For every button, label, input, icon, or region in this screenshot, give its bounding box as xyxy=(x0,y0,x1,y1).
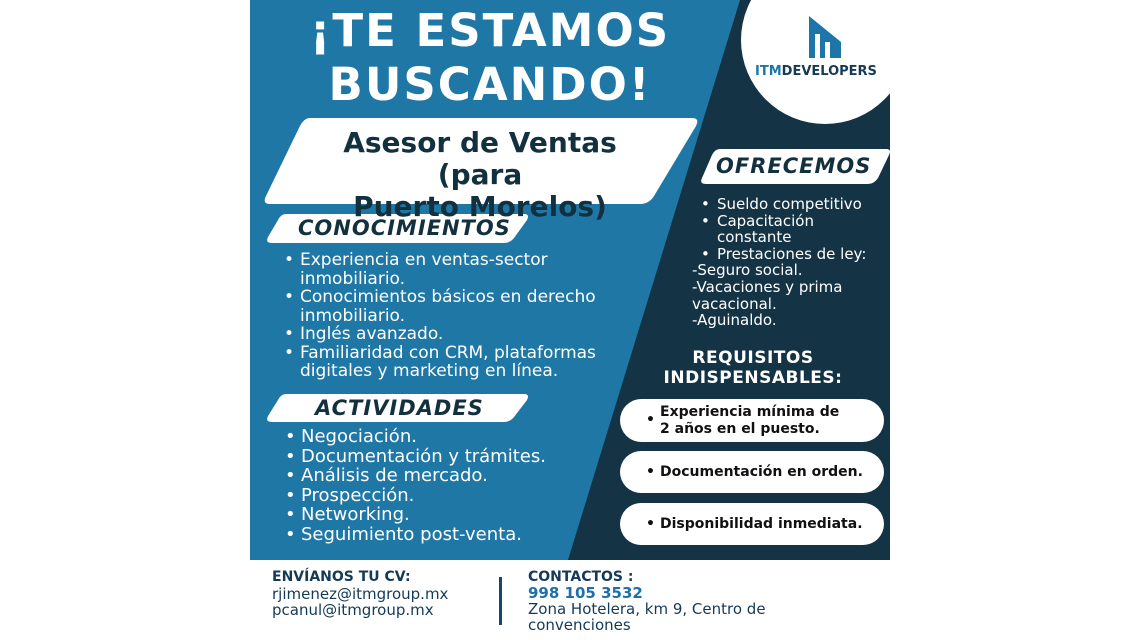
list-item: • Networking. xyxy=(281,505,601,525)
list-item: vacacional. xyxy=(692,294,777,313)
ofrecemos-list xyxy=(692,195,887,330)
list-item: -Vacaciones y prima xyxy=(692,277,843,296)
requirement-card: • Disponibilidad inmediata. xyxy=(620,503,884,545)
list-item: • Sueldo competitivo xyxy=(697,196,887,213)
list-item: • Inglés avanzado. xyxy=(280,325,620,344)
actividades-heading: ACTIVIDADES xyxy=(315,396,484,420)
list-item: • Documentación y trámites. xyxy=(281,447,601,467)
conocimientos-list xyxy=(280,251,620,381)
actividades-list xyxy=(281,427,601,545)
list-item: • Conocimientos básicos en derecho inmobiliario. xyxy=(280,288,620,325)
phone-number[interactable]: 998 105 3532 xyxy=(528,584,643,602)
company-logo-text: ITMDEVELOPERS xyxy=(755,64,877,79)
job-title: Asesor de Ventas (para Puerto Morelos) xyxy=(343,126,617,223)
list-item: -Aguinaldo. xyxy=(692,311,777,330)
headline-line-1: ¡TE ESTAMOS xyxy=(309,4,671,57)
list-item: • Experiencia en ventas-sector inmobiliario. xyxy=(280,251,620,288)
ofrecemos-heading: OFRECEMOS xyxy=(716,154,872,178)
list-item: • Prospección. xyxy=(281,486,601,506)
contact-heading: CONTACTOS : xyxy=(528,569,634,585)
requisitos-heading: REQUISITOS INDISPENSABLES: xyxy=(663,348,843,388)
list-item: • Negociación. xyxy=(281,427,601,447)
list-item: • Prestaciones de ley: xyxy=(697,246,887,263)
conocimientos-heading: CONOCIMIENTOS xyxy=(298,216,511,240)
address-line-1: Zona Hotelera, km 9, Centro de xyxy=(528,600,766,618)
job-poster xyxy=(250,0,890,560)
footer-divider xyxy=(499,577,502,625)
email-link[interactable]: rjimenez@itmgroup.mx xyxy=(272,585,449,603)
requirement-card: • Experiencia mínima de 2 años en el puesto. xyxy=(620,399,884,442)
headline-line-2: BUSCANDO! xyxy=(328,58,652,111)
list-item: -Seguro social. xyxy=(692,261,803,280)
cv-heading: ENVÍANOS TU CV: xyxy=(272,569,411,585)
list-item: • Seguimiento post-venta. xyxy=(281,525,601,545)
email-link[interactable]: pcanul@itmgroup.mx xyxy=(272,601,434,619)
list-item: • Análisis de mercado. xyxy=(281,466,601,486)
list-item: • Capacitación constante xyxy=(697,213,887,246)
list-item: • Familiaridad con CRM, plataformas digitales y marketing en línea. xyxy=(280,344,620,381)
address-line-2: convenciones xyxy=(528,616,631,634)
requirement-card: • Documentación en orden. xyxy=(620,451,884,493)
